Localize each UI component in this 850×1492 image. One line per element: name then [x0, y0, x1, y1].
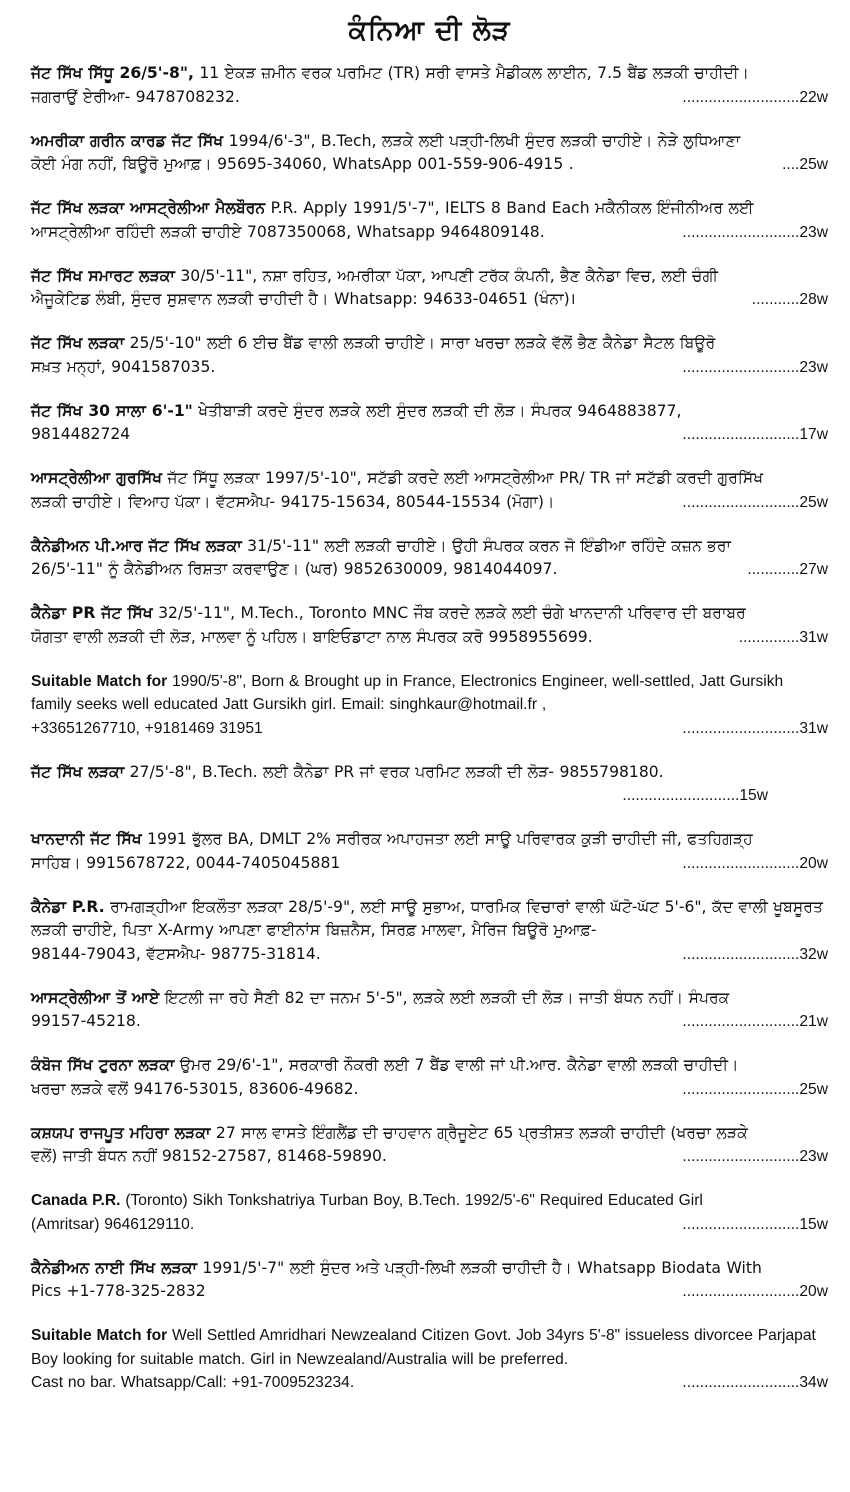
ad-last-line — [31, 491, 828, 515]
classified-ad — [31, 467, 828, 514]
ad-body: 31/5'-11" ਲਈ ਲੜਕੀ ਚਾਹੀਏ। ਉਹੀ ਸੰਪਰਕ ਕਰਨ ਜੋ ਇੰਡੀਆ ਰਹਿੰਦੇ ਕਜ਼ਨ ਭਰਾ — [241, 536, 731, 555]
ad-word-count: ...........................22w — [682, 88, 828, 106]
ad-contact: +33651267710, +9181469 31951 — [31, 719, 263, 737]
classified-ad — [31, 1054, 828, 1101]
ad-contact: ਖਰਚਾ ਲੜਕੇ ਵਲੋਂ 94176-53015, 83606-49682. — [31, 1079, 359, 1098]
ad-body: ਖੇਤੀਬਾੜੀ ਕਰਦੇ ਸੁੰਦਰ ਲੜਕੇ ਲਈ ਸੁੰਦਰ ਲੜਕੀ ਦੀ ਲੋੜ। ਸੰਪਰਕ 9464883877, — [192, 401, 682, 420]
ad-word-count: ...........................20w — [682, 854, 828, 872]
ad-last-line — [31, 1371, 828, 1395]
classified-ad — [31, 828, 828, 875]
classified-ad — [31, 1189, 828, 1236]
ad-contact: ਐਜੂਕੇਟਿਡ ਲੰਬੀ, ਸੁੰਦਰ ਸੁਸ਼ਵਾਨ ਲੜਕੀ ਚਾਹੀਦੀ ਹੈ। Whatsapp: 94633-04651 (ਖੰਨਾ)। — [31, 290, 576, 308]
ad-heading: ਆਸਟ੍ਰੇਲੀਆ ਗੁਰਸਿੱਖ — [31, 469, 162, 487]
ad-body: (Toronto) Sikh Tonkshatriya Turban Boy, B.Tech. 1992/5'-6" Required Educated Girl — [120, 1192, 703, 1209]
classified-ad — [31, 535, 828, 582]
ad-body: 11 ਏਕੜ ਜ਼ਮੀਨ ਵਰਕ ਪਰਮਿਟ (TR) ਸਰੀ ਵਾਸਤੇ ਮੈਡੀਕਲ ਲਾਈਨ, 7.5 ਬੈਂਡ ਲੜਕੀ ਚਾਹੀਦੀ। — [193, 64, 750, 82]
ad-word-count: ...........................32w — [682, 945, 828, 963]
classified-ad — [31, 896, 828, 967]
ad-heading: ਜੱਟ ਸਿੱਖ ਸਿੱਧੂ 26/5'-8", — [31, 64, 194, 82]
ad-heading: ਅਮਰੀਕਾ ਗਰੀਨ ਕਾਰਡ ਜੱਟ ਸਿੱਖ — [31, 131, 224, 150]
page-title: ਕੰਨਿਆ ਦੀ ਲੋੜ — [348, 15, 511, 46]
ad-body: ਰਾਮਗੜ੍ਹੀਆ ਇਕਲੌਤਾ ਲੜਕਾ 28/5'-9", ਲਈ ਸਾਊ ਸੁਭਾਅ, ਧਾਰਮਿਕ ਵਿਚਾਰਾਂ ਵਾਲੀ ਘੱਟੋ-ਘੱਟ 5'-6", ਕੱਦ ਵਾਲੀ ਖੂਬਸੂਰਤ ਲੜਕੀ ਚਾਹੀਏ, ਪਿਤਾ X-Army ਆਪਣਾ ਫਾਈਨਾਂਸ ਬਿਜ਼ਨੈਸ, ਸਿਰਫ਼ ਮਾਲਵਾ, ਮੈਰਿਜ ਬਿਊਰੋ ਮੁਆਫ਼- — [31, 897, 823, 939]
ad-text — [31, 62, 828, 86]
ad-body: ਉਮਰ 29/6'-1", ਸਰਕਾਰੀ ਨੌਕਰੀ ਲਈ 7 ਬੈਂਡ ਵਾਲੀ ਜਾਂ ਪੀ.ਆਰ. ਕੈਨੇਡਾ ਵਾਲੀ ਲੜਕੀ ਚਾਹੀਦੀ। — [174, 1056, 739, 1074]
ad-body: 27/5'-8", B.Tech. ਲਈ ਕੈਨੇਡਾ PR ਜਾਂ ਵਰਕ ਪਰਮਿਟ ਲੜਕੀ ਦੀ ਲੋੜ- 9855798180. — [124, 762, 664, 781]
ad-body: 1991 ਭੁੱਲਰ BA, DMLT 2% ਸਰੀਰਕ ਅਪਾਹਜਤਾ ਲਈ ਸਾਊ ਪਰਿਵਾਰਕ ਕੁੜੀ ਚਾਹੀਦੀ ਜੀ, ਫਤਹਿਗੜ੍ਹ — [141, 830, 753, 848]
classified-ad — [31, 332, 828, 379]
ad-last-line — [31, 1280, 828, 1304]
ad-last-line — [31, 288, 828, 312]
ad-contact: ਵਲੋਂ) ਜਾਤੀ ਬੰਧਨ ਨਹੀਂ 98152-27587, 81468-59890. — [31, 1147, 387, 1165]
classified-ad — [31, 670, 828, 741]
ad-body: ਜੱਟ ਸਿੱਧੂ ਲੜਕਾ 1997/5'-10", ਸਟੱਡੀ ਕਰਦੇ ਲਈ ਆਸਟ੍ਰੇਲੀਆ PR/ TR ਜਾਂ ਸਟੱਡੀ ਕਰਦੀ ਗੁਰਸਿੱਖ — [161, 469, 764, 487]
ad-contact: 98144-79043, ਵੱਟਸਐਪ- 98775-31814. — [31, 944, 321, 963]
ad-heading: ਜੱਟ ਸਿੱਖ 30 ਸਾਲਾ 6'-1" — [31, 401, 193, 420]
ad-contact: 99157-45218. — [31, 1012, 141, 1030]
ad-body: 30/5'-11", ਨਸ਼ਾ ਰਹਿਤ, ਅਮਰੀਕਾ ਪੱਕਾ, ਆਪਣੀ ਟਰੱਕ ਕੰਪਨੀ, ਭੈਣ ਕੈਨੇਡਾ ਵਿਚ, ਲਈ ਚੰਗੀ — [174, 266, 718, 285]
ad-word-count: ...........................31w — [682, 719, 828, 737]
ad-last-line — [31, 784, 828, 808]
ad-last-line — [31, 221, 828, 245]
ad-contact: ਆਸਟ੍ਰੇਲੀਆ ਰਹਿੰਦੀ ਲੜਕੀ ਚਾਹੀਏ 7087350068, Whatsapp 9464809148. — [31, 222, 545, 241]
ad-word-count: ...........................17w — [682, 426, 828, 443]
ad-body: Well Settled Amridhari Newzealand Citizen Govt. Job 34yrs 5'-8" issueless divorcee Parjapat Boy looking for suitable match. Girl in Newzealand/Australia will be preferred. — [31, 1327, 816, 1368]
ad-heading: ਕੈਨੇਡੀਅਨ ਨਾਈ ਸਿੱਖ ਲੜਕਾ — [31, 1258, 197, 1277]
ad-text — [31, 400, 828, 424]
ad-text — [31, 602, 828, 626]
ad-word-count: ...........................15w — [622, 787, 768, 804]
ad-word-count: ..............31w — [738, 628, 828, 646]
ad-text — [31, 535, 828, 559]
ad-text — [31, 896, 828, 943]
ad-last-line — [31, 1078, 828, 1102]
ad-heading: ਕੈਨੇਡਾ PR ਜੱਟ ਸਿੱਖ — [31, 604, 153, 622]
classified-ad — [31, 761, 828, 808]
ad-heading: ਖਾਨਦਾਨੀ ਜੱਟ ਸਿੱਖ — [31, 830, 142, 848]
ad-contact: ਕੋਈ ਮੰਗ ਨਹੀਂ, ਬਿਊਰੋ ਮੁਆਫ਼। 95695-34060, WhatsApp 001-559-906-4915 . — [31, 155, 574, 173]
ad-last-line — [31, 1145, 828, 1169]
ad-body: 27 ਸਾਲ ਵਾਸਤੇ ਇੰਗਲੈਂਡ ਦੀ ਚਾਹਵਾਨ ਗ੍ਰੈਜੂਏਟ 65 ਪ੍ਰਤੀਸ਼ਤ ਲੜਕੀ ਚਾਹੀਦੀ (ਖਰਚਾ ਲੜਕੇ — [210, 1123, 748, 1142]
ad-word-count: ...........................23w — [682, 1148, 828, 1165]
ad-last-line — [31, 558, 828, 582]
ad-last-line — [31, 86, 828, 110]
ad-contact: (Amritsar) 9646129110. — [31, 1215, 195, 1233]
ad-contact: ਸਾਹਿਬ। 9915678722, 0044-7405045881 — [31, 853, 341, 872]
ad-last-line — [31, 852, 828, 876]
ad-word-count: ...........................25w — [682, 493, 828, 511]
ad-body: 32/5'-11", M.Tech., Toronto MNC ਜੌਬ ਕਰਦੇ ਲੜਕੇ ਲਈ ਚੰਗੇ ਖਾਨਦਾਨੀ ਪਰਿਵਾਰ ਦੀ ਬਰਾਬਰ — [152, 604, 746, 622]
classified-ad — [31, 1324, 828, 1395]
ad-text — [31, 1189, 828, 1213]
ad-word-count: ...........................23w — [682, 223, 828, 241]
ad-heading: ਕੰਬੋਜ ਸਿੱਖ ਟੁਰਨਾ ਲੜਕਾ — [31, 1056, 175, 1074]
ad-contact: Cast no bar. Whatsapp/Call: +91-7009523234. — [31, 1374, 355, 1391]
ad-word-count: ...........................23w — [682, 358, 828, 376]
ad-word-count: ...........................15w — [682, 1215, 828, 1233]
ad-last-line — [31, 717, 828, 741]
ad-text — [31, 670, 828, 717]
ad-contact: ਯੋਗਤਾ ਵਾਲੀ ਲੜਕੀ ਦੀ ਲੋੜ, ਮਾਲਵਾ ਨੂੰ ਪਹਿਲ। ਬਾਇਓਡਾਟਾ ਨਾਲ ਸੰਪਰਕ ਕਰੋ 9958955699. — [31, 627, 593, 646]
ad-last-line — [31, 1213, 828, 1237]
ad-body: P.R. Apply 1991/5'-7", IELTS 8 Band Each ਮਕੈਨੀਕਲ ਇੰਜੀਨੀਅਰ ਲਈ — [265, 199, 754, 217]
ad-heading: ਆਸਟ੍ਰੇਲੀਆ ਤੋਂ ਆਏ — [31, 988, 160, 1007]
ad-heading: ਜੱਟ ਸਿੱਖ ਸਮਾਰਟ ਲੜਕਾ — [31, 266, 175, 285]
ad-last-line — [31, 943, 828, 967]
ad-text — [31, 761, 828, 785]
ad-contact: ਜਗਰਾਉਂ ਏਰੀਆ- 9478708232. — [31, 87, 240, 106]
classified-ad — [31, 1122, 828, 1169]
ad-heading: Suitable Match for — [31, 1327, 168, 1344]
ad-last-line — [31, 626, 828, 650]
ad-heading: ਜੱਟ ਸਿੱਖ ਲੜਕਾ — [31, 762, 125, 781]
ad-contact: ਲੜਕੀ ਚਾਹੀਏ। ਵਿਆਹ ਪੱਕਾ। ਵੱਟਸਐਪ- 94175-15634, 80544-15534 (ਮੋਗਾ)। — [31, 492, 555, 511]
ad-heading: ਕੈਨੇਡਾ P.R. — [31, 897, 105, 916]
ad-text — [31, 467, 828, 491]
ad-text — [31, 1054, 828, 1078]
classified-ad — [31, 197, 828, 244]
ad-text — [31, 130, 828, 154]
ad-last-line — [31, 356, 828, 380]
ad-word-count: ...........................34w — [682, 1374, 828, 1391]
ad-heading: ਕਸ਼ਯਪ ਰਾਜਪੂਤ ਮਹਿਰਾ ਲੜਕਾ — [31, 1123, 211, 1142]
classified-ad — [31, 400, 828, 447]
ad-last-line — [31, 153, 828, 177]
classified-ad — [31, 130, 828, 177]
ad-heading: Canada P.R. — [31, 1192, 121, 1209]
ad-last-line — [31, 1010, 828, 1034]
classified-ad — [31, 602, 828, 649]
classified-ad — [31, 62, 828, 109]
ad-contact: 9814482724 — [31, 425, 131, 443]
ad-body: 1994/6'-3", B.Tech, ਲੜਕੇ ਲਈ ਪੜ੍ਹੀ-ਲਿਖੀ ਸੁੰਦਰ ਲੜਕੀ ਚਾਹੀਏ। ਨੇੜੇ ਲੁਧਿਆਣਾ — [223, 131, 741, 150]
ad-heading: Suitable Match for — [31, 672, 168, 690]
classified-ad — [31, 1257, 828, 1304]
ad-word-count: ...........28w — [751, 291, 828, 308]
ad-text — [31, 987, 828, 1011]
ad-text — [31, 332, 828, 356]
ad-body: 1990/5'-8", Born & Brought up in France, Electronics Engineer, well-settled, Jatt Gursikh family seeks well educated Jatt Gursikh girl. Email: singhkaur@hotmail.fr , — [31, 672, 784, 713]
ad-contact: 26/5'-11" ਨੂੰ ਕੈਨੇਡੀਅਨ ਰਿਸ਼ਤਾ ਕਰਵਾਉਣ। (ਘਰ) 9852630009, 9814044097. — [31, 560, 558, 578]
ad-text — [31, 1122, 828, 1146]
ad-heading: ਜੱਟ ਸਿੱਖ ਲੜਕਾ — [31, 334, 125, 352]
classified-ad — [31, 265, 828, 312]
ad-contact: ਸਖ਼ਤ ਮਨ੍ਹਾਂ, 9041587035. — [31, 357, 216, 376]
ad-contact: Pics +1-778-325-2832 — [31, 1282, 206, 1300]
ad-heading: ਜੱਟ ਸਿੱਖ ਲੜਕਾ ਆਸਟ੍ਰੇਲੀਆ ਮੈਲਬੌਰਨ — [31, 199, 266, 217]
ad-body: ਇਟਲੀ ਜਾ ਰਹੇ ਸੈਣੀ 82 ਦਾ ਜਨਮ 5'-5", ਲੜਕੇ ਲਈ ਲੜਕੀ ਦੀ ਲੋੜ। ਜਾਤੀ ਬੰਧਨ ਨਹੀਂ। ਸੰਪਰਕ — [159, 988, 730, 1007]
ad-word-count: ............27w — [747, 561, 828, 578]
ad-last-line — [31, 423, 828, 447]
ad-text — [31, 265, 828, 289]
ad-word-count: ...........................20w — [682, 1283, 828, 1300]
ad-body: 25/5'-10" ਲਈ 6 ਈਚ ਬੈਂਡ ਵਾਲੀ ਲੜਕੀ ਚਾਹੀਏ। ਸਾਰਾ ਖਰਚਾ ਲੜਕੇ ਵੱਲੋਂ ਭੈਣ ਕੈਨੇਡਾ ਸੈਟਲ ਬਿਊਰੋ — [124, 334, 716, 352]
ad-list — [31, 62, 828, 1395]
ad-body: 1991/5'-7" ਲਈ ਸੁੰਦਰ ਅਤੇ ਪੜ੍ਹੀ-ਲਿਖੀ ਲੜਕੀ ਚਾਹੀਦੀ ਹੈ। Whatsapp Biodata With — [196, 1258, 762, 1277]
ad-word-count: ...........................25w — [682, 1080, 828, 1098]
ad-text — [31, 1324, 828, 1371]
ad-text — [31, 1257, 828, 1281]
ad-text — [31, 828, 828, 852]
ad-word-count: ...........................21w — [682, 1013, 828, 1030]
ad-word-count: ....25w — [782, 156, 828, 173]
classified-ad — [31, 987, 828, 1034]
ad-heading: ਕੈਨੇਡੀਅਨ ਪੀ.ਆਰ ਜੱਟ ਸਿੱਖ ਲੜਕਾ — [31, 536, 242, 555]
ad-text — [31, 197, 828, 221]
